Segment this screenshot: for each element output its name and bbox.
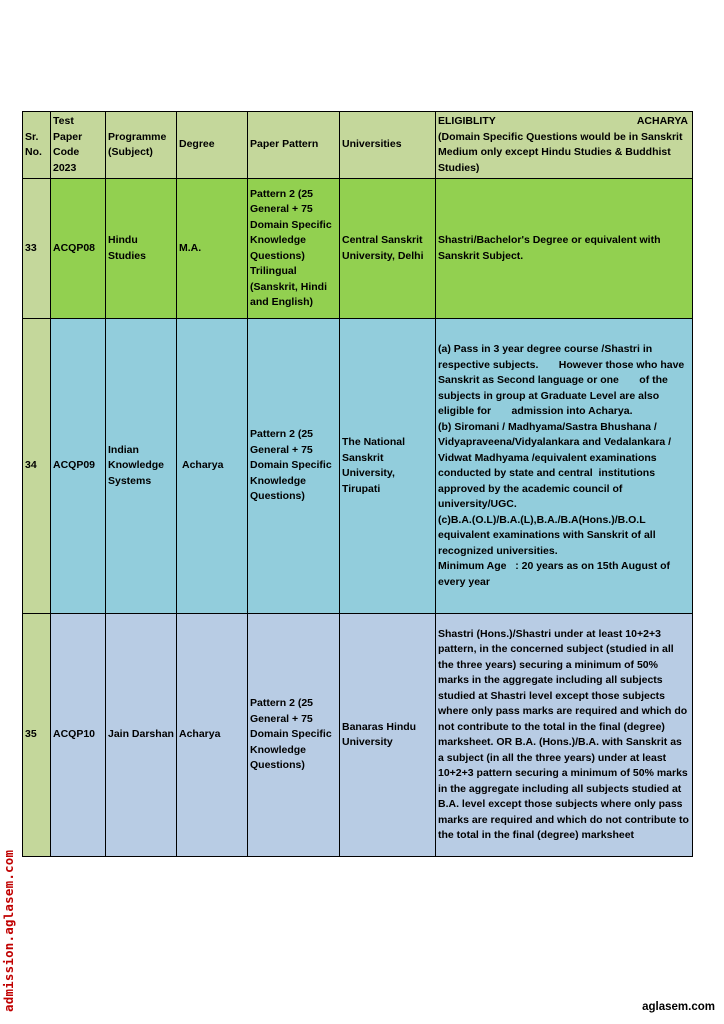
row-test-paper-code: ACQP10	[51, 614, 106, 857]
row-eligibility: (a) Pass in 3 year degree course /Shastri in respective subjects. However those who have Sanskrit as Second language or one of the subjects in group at Graduate Level are also eligible for admission into Acharya. (b) Siromani / Madhyama/Sastra Bhushana / Vidyapraveena/Vidyalankara and Vedalankara / Vidwat Madhyama /equivalent examinations conducted by state and central institutions approved by the academic council of university/UGC. (c)B.A.(O.L)/B.A.(L),B.A./B.A(Hons.)/B.O.L equivalent examinations with Sanskrit of all recognized universities. Minimum Age : 20 years as on 15th August of every year	[436, 319, 693, 614]
footer-site-label: aglasem.com	[642, 1001, 715, 1013]
row-degree: Acharya	[177, 614, 248, 857]
row-programme: Indian Knowledge Systems	[106, 319, 177, 614]
row-paper-pattern: Pattern 2 (25 General + 75 Domain Specific Knowledge Questions)	[248, 319, 340, 614]
header-eligibility-label: ELIGIBLITY	[438, 115, 496, 127]
row-programme: Hindu Studies	[106, 179, 177, 319]
row-university: The National Sanskrit University, Tirupati	[340, 319, 436, 614]
row-eligibility: Shastri/Bachelor's Degree or equivalent with Sanskrit Subject.	[436, 179, 693, 319]
header-programme: Programme (Subject)	[106, 112, 177, 179]
table-row	[23, 179, 693, 319]
row-programme: Jain Darshan	[106, 614, 177, 857]
watermark: admission.aglasem.com	[1, 849, 16, 1012]
table-row	[23, 319, 693, 614]
header-paper-pattern: Paper Pattern	[248, 112, 340, 179]
row-paper-pattern: Pattern 2 (25 General + 75 Domain Specific Knowledge Questions) Trilingual (Sanskrit, Hindi and English)	[248, 179, 340, 319]
header-universities: Universities	[340, 112, 436, 179]
row-test-paper-code: ACQP09	[51, 319, 106, 614]
row-sr-no: 33	[23, 179, 51, 319]
table-header-row	[23, 112, 693, 179]
row-degree: M.A.	[177, 179, 248, 319]
header-eligibility-note: (Domain Specific Questions would be in Sanskrit Medium only except Hindu Studies & Buddhist Studies)	[438, 130, 683, 174]
row-university: Central Sanskrit University, Delhi	[340, 179, 436, 319]
row-eligibility: Shastri (Hons.)/Shastri under at least 10+2+3 pattern, in the concerned subject (studied in all the three years) securing a minimum of 50% marks in the aggregate including all subjects studied at Shastri level except those subjects where only pass marks are required and which do not contribute to the total in the final (degree) marksheet. OR B.A. (Hons.)/B.A. with Sanskrit as a subject (in all the three years) under at least 10+2+3 pattern securing a minimum of 50% marks in the aggregate including all subjects studied at B.A. level except those subjects where only pass marks are required and which do not contribute to the total in the final (degree) marksheet	[436, 614, 693, 857]
row-university: Banaras Hindu University	[340, 614, 436, 857]
header-eligibility	[436, 112, 693, 179]
row-sr-no: 35	[23, 614, 51, 857]
header-sr-no: Sr. No.	[23, 112, 51, 179]
row-degree: Acharya	[177, 319, 248, 614]
row-sr-no: 34	[23, 319, 51, 614]
header-degree: Degree	[177, 112, 248, 179]
header-test-paper-code: Test Paper Code 2023	[51, 112, 106, 179]
header-eligibility-acharya: ACHARYA	[636, 115, 688, 127]
table-row	[23, 614, 693, 857]
row-test-paper-code: ACQP08	[51, 179, 106, 319]
admission-table	[22, 111, 693, 857]
row-paper-pattern: Pattern 2 (25 General + 75 Domain Specific Knowledge Questions)	[248, 614, 340, 857]
